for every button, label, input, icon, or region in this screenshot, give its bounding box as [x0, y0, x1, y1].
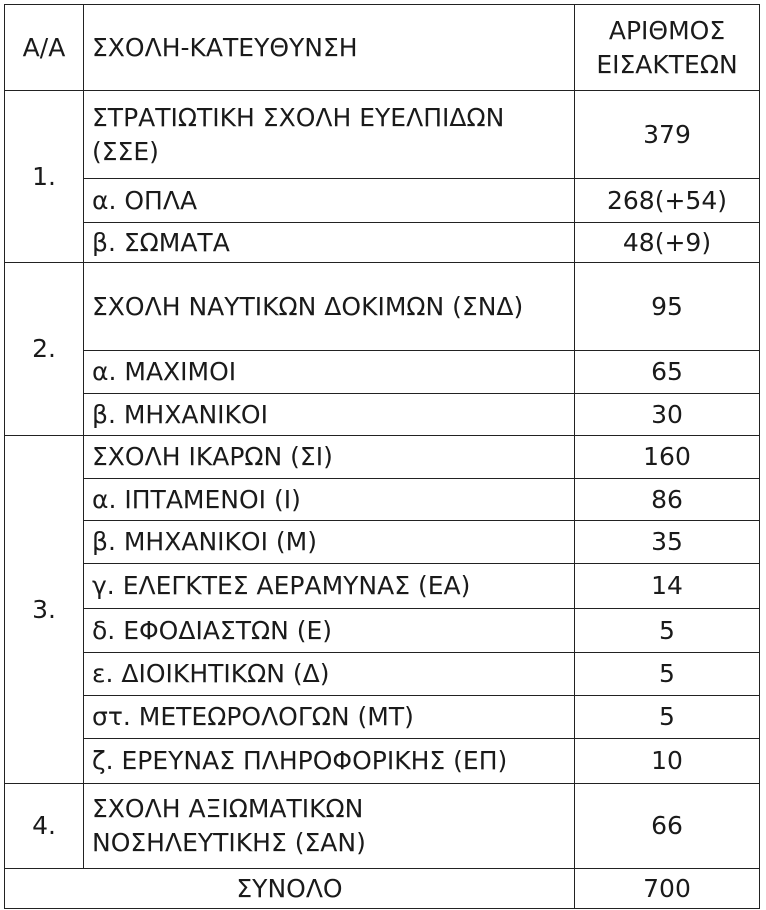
table-row	[5, 351, 760, 394]
school-name: α. ΜΑΧΙΜΟΙ	[84, 351, 575, 394]
school-name: ΣΧΟΛΗ ΙΚΑΡΩΝ (ΣΙ)	[84, 436, 575, 479]
school-name: ΣΧΟΛΗ ΑΞΙΩΜΑΤΙΚΩΝ ΝΟΣΗΛΕΥΤΙΚΗΣ (ΣΑΝ)	[84, 784, 575, 869]
table-row	[5, 179, 760, 223]
admission-count: 5	[575, 696, 760, 739]
school-name: β. ΜΗΧΑΝΙΚΟΙ (Μ)	[84, 521, 575, 564]
admission-count: 86	[575, 479, 760, 521]
total-count: 700	[575, 869, 760, 909]
header-count	[575, 5, 760, 91]
header-row	[5, 5, 760, 91]
admission-count: 5	[575, 609, 760, 653]
admissions-table	[4, 4, 760, 909]
table-row	[5, 564, 760, 609]
school-name: ΣΧΟΛΗ ΝΑΥΤΙΚΩΝ ΔΟΚΙΜΩΝ (ΣΝΔ)	[84, 263, 575, 351]
table-row	[5, 436, 760, 479]
header-aa: Α/Α	[5, 5, 84, 91]
table-row	[5, 479, 760, 521]
header-count-line2: ΕΙΣΑΚΤΕΩΝ	[596, 49, 738, 79]
table-row	[5, 223, 760, 263]
admission-count: 160	[575, 436, 760, 479]
total-label: ΣΥΝΟΛΟ	[5, 869, 575, 909]
admission-count: 5	[575, 653, 760, 696]
school-name: α. ΙΠΤΑΜΕΝΟΙ (Ι)	[84, 479, 575, 521]
group-number: 3.	[5, 436, 84, 784]
table-row	[5, 784, 760, 869]
table-row	[5, 394, 760, 436]
group-number: 4.	[5, 784, 84, 869]
admission-count: 66	[575, 784, 760, 869]
admission-count: 379	[575, 91, 760, 179]
header-school: ΣΧΟΛΗ-ΚΑΤΕΥΘΥΝΣΗ	[84, 5, 575, 91]
table-row	[5, 263, 760, 351]
table-row	[5, 696, 760, 739]
group-number: 2.	[5, 263, 84, 436]
school-name: α. ΟΠΛΑ	[84, 179, 575, 223]
admission-count: 30	[575, 394, 760, 436]
school-name: β. ΜΗΧΑΝΙΚΟΙ	[84, 394, 575, 436]
table-row	[5, 521, 760, 564]
school-name: β. ΣΩΜΑΤΑ	[84, 223, 575, 263]
school-name: ε. ΔΙΟΙΚΗΤΙΚΩΝ (Δ)	[84, 653, 575, 696]
header-count-line1: ΑΡΙΘΜΟΣ	[608, 15, 726, 45]
admission-count: 10	[575, 739, 760, 784]
table-row	[5, 91, 760, 179]
table-row	[5, 739, 760, 784]
table-row	[5, 609, 760, 653]
admission-count: 35	[575, 521, 760, 564]
group-number: 1.	[5, 91, 84, 263]
admission-count: 268(+54)	[575, 179, 760, 223]
admission-count: 14	[575, 564, 760, 609]
admission-count: 95	[575, 263, 760, 351]
admission-count: 48(+9)	[575, 223, 760, 263]
admission-count: 65	[575, 351, 760, 394]
school-name: ζ. ΕΡΕΥΝΑΣ ΠΛΗΡΟΦΟΡΙΚΗΣ (ΕΠ)	[84, 739, 575, 784]
total-row	[5, 869, 760, 909]
table-row	[5, 653, 760, 696]
school-name: δ. ΕΦΟΔΙΑΣΤΩΝ (Ε)	[84, 609, 575, 653]
school-name: ΣΤΡΑΤΙΩΤΙΚΗ ΣΧΟΛΗ ΕΥΕΛΠΙΔΩΝ (ΣΣΕ)	[84, 91, 575, 179]
school-name: γ. ΕΛΕΓΚΤΕΣ ΑΕΡΑΜΥΝΑΣ (ΕΑ)	[84, 564, 575, 609]
school-name: στ. ΜΕΤΕΩΡΟΛΟΓΩΝ (ΜΤ)	[84, 696, 575, 739]
